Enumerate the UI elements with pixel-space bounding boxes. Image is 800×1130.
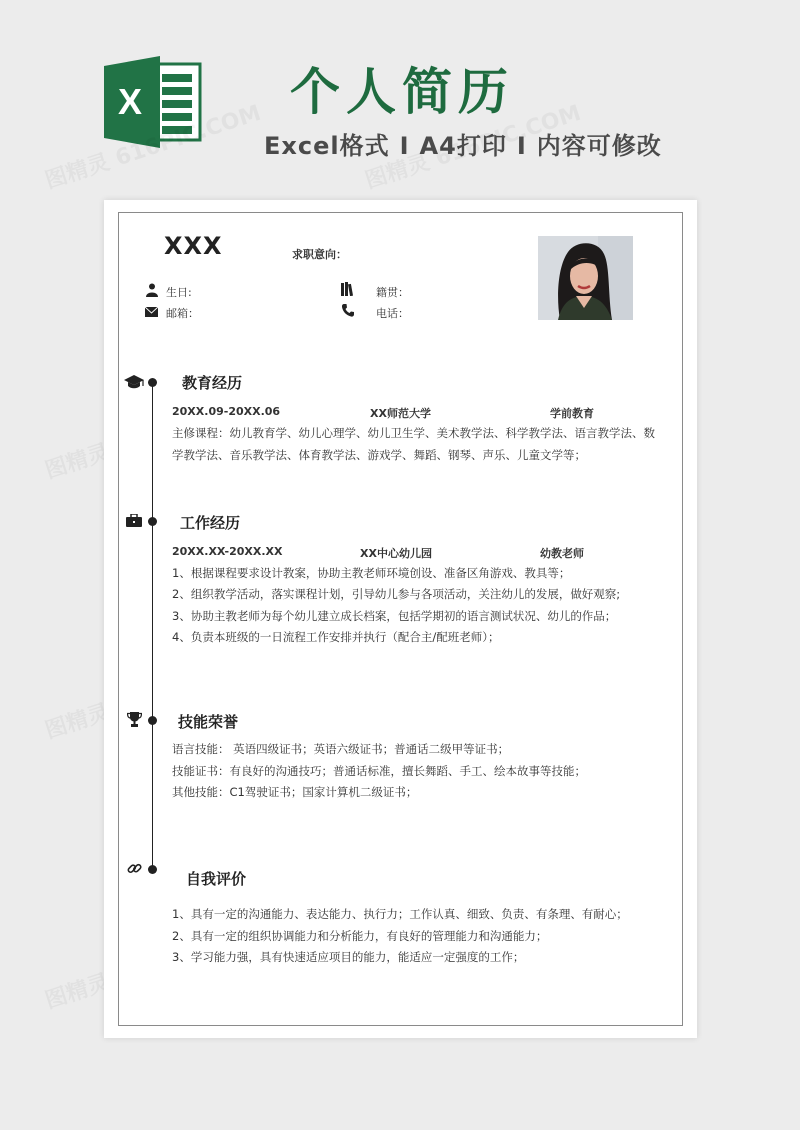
banner-title: 个人简历 [290,63,514,121]
resume-paper [104,200,697,1038]
subtitle-print: A4打印 [419,132,507,160]
education-period: 20XX.09-20XX.06 [172,405,281,418]
work-item: 2、组织教学活动，落实课程计划，引导幼儿参与各项活动，关注幼儿的发展，做好观察; [172,587,621,601]
banner [0,0,800,190]
subtitle-separator: I [516,132,527,160]
email-label: 邮箱： [166,307,199,320]
self-eval-item: 3、学习能力强，具有快速适应项目的能力，能适应一定强度的工作； [172,950,525,964]
skills-item: 其他技能：C1驾驶证书；国家计算机二级证书； [172,785,418,799]
job-intent-label: 求职意向： [292,248,347,261]
phone-icon [342,304,354,317]
work-title: 工作经历 [180,514,241,532]
self-eval-item: 1、具有一定的沟通能力、表达能力、执行力；工作认真、细致、负责、有条理、有耐心； [172,907,628,921]
banner-subtitle [264,126,662,161]
self-eval-title: 自我评价 [186,870,247,888]
work-item: 3、协助主教老师为每个幼儿建立成长档案，包括学期初的语言测试状况、幼儿的作品； [172,609,617,623]
timeline-dot [148,517,157,526]
education-courses-line2: 学教学法、音乐教学法、体育教学法、游戏学、舞蹈、钢琴、声乐、儿童文学等； [172,448,586,462]
mail-icon [145,307,158,317]
person-icon [146,283,158,297]
graduation-cap-icon [124,375,144,389]
education-major: 学前教育 [550,407,594,420]
skills-item: 语言技能： 英语四级证书；英语六级证书；普通话二级甲等证书； [172,742,510,756]
education-courses-line1: 主修课程：幼儿教育学、幼儿心理学、幼儿卫生学、美术教学法、科学教学法、语言教学法、数 [172,426,655,440]
education-title: 教育经历 [182,374,243,392]
timeline-line [152,380,153,870]
work-company: XX中心幼儿园 [360,547,432,560]
self-eval-item: 2、具有一定的组织协调能力和分析能力，有良好的管理能力和沟通能力； [172,929,548,943]
skills-item: 技能证书：有良好的沟通技巧；普通话标准，擅长舞蹈、手工、绘本故事等技能； [172,764,586,778]
work-position: 幼教老师 [540,547,584,560]
timeline-dot [148,716,157,725]
native-place-label: 籍贯： [376,286,409,299]
phone-label: 电话： [376,307,409,320]
work-item: 1、根据课程要求设计教案，协助主教老师环境创设、准备区角游戏、教具等； [172,566,571,580]
skills-title: 技能荣誉 [178,713,239,731]
work-period: 20XX.XX-20XX.XX [172,545,283,558]
svg-text:X: X [117,81,143,122]
work-item: 4、负责本班级的一日流程工作安排并执行（配合主/配班老师）； [172,630,500,644]
timeline-dot [148,378,157,387]
excel-logo-icon [104,56,204,148]
subtitle-editable: 内容可修改 [536,132,662,160]
birthday-label: 生日: [166,286,192,299]
timeline-dot [148,865,157,874]
link-icon [127,861,142,876]
education-school: XX师范大学 [370,407,431,420]
books-icon [341,282,353,296]
trophy-icon [127,712,142,727]
profile-photo [538,236,633,320]
candidate-name: XXX [164,232,223,260]
subtitle-separator: I [399,132,410,160]
briefcase-icon [126,514,142,527]
subtitle-format: Excel格式 [264,132,390,160]
